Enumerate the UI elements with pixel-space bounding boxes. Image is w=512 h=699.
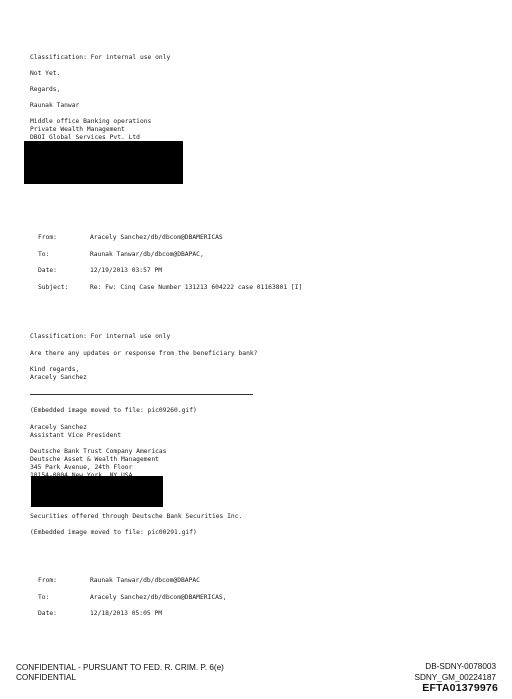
sender-name: Aracely Sanchez [30, 374, 87, 381]
signature-line-1: Middle office Banking operations [30, 118, 152, 125]
from-label: From: [38, 234, 57, 241]
date-value: 12/19/2013 03:57 PM [90, 267, 163, 274]
to-label: To: [38, 251, 50, 258]
from-value: Raunak Tanwar/db/dbcom@DBAPAC [90, 577, 200, 584]
embedded-image-note: (Embedded image moved to file: pic09260.gif) [30, 407, 197, 414]
to-label: To: [38, 594, 50, 601]
org-line-2: Deutsche Asset & Wealth Management [30, 456, 159, 463]
body-text: Are there any updates or response from the beneficiary bank? [30, 350, 258, 357]
from-label: From: [38, 577, 57, 584]
subject-label: Subject: [38, 284, 69, 291]
divider [30, 394, 253, 395]
address-line: 345 Park Avenue, 24th Floor [30, 464, 133, 471]
classification-line: Classification: For internal use only [30, 54, 171, 61]
date-label: Date: [38, 267, 57, 274]
org-line-1: Deutsche Bank Trust Company Americas [30, 448, 167, 455]
date-label: Date: [38, 610, 57, 617]
date-value: 12/18/2013 05:05 PM [90, 610, 163, 617]
subject-value: Re: Fw: Cinq Case Number 131213 604222 case 01163801 [I] [90, 284, 303, 291]
from-value: Aracely Sanchez/db/dbcom@DBAMERICAS [90, 234, 223, 241]
bates-number-3: EFTA01379976 [422, 682, 498, 694]
closing: Regards, [30, 86, 61, 93]
redaction-box [24, 141, 183, 184]
signature-line-2: Private Wealth Management [30, 126, 125, 133]
closing: Kind regards, [30, 366, 80, 373]
embedded-image-note: (Embedded image moved to file: pic00291.gif) [30, 529, 197, 536]
body-text: Not Yet. [30, 70, 61, 77]
signature-title: Assistant Vice President [30, 432, 121, 439]
bates-number-2: SDNY_GM_00224187 [414, 673, 496, 682]
redaction-box [31, 476, 163, 507]
footer-confidential: CONFIDENTIAL [16, 673, 77, 682]
bates-number-1: DB-SDNY-0078003 [425, 662, 496, 671]
to-value: Aracely Sanchez/db/dbcom@DBAMERICAS, [90, 594, 227, 601]
to-value: Raunak Tanwar/db/dbcom@DBAPAC, [90, 251, 204, 258]
signature-name: Aracely Sanchez [30, 424, 87, 431]
disclaimer: Securities offered through Deutsche Bank Securities Inc. [30, 513, 243, 520]
sender-name: Raunak Tanwar [30, 102, 80, 109]
classification-line: Classification: For internal use only [30, 333, 171, 340]
signature-line-3: DBOI Global Services Pvt. Ltd [30, 134, 140, 141]
footer-confidential-line: CONFIDENTIAL - PURSUANT TO FED. R. CRIM. P. 6(e) [16, 663, 224, 672]
